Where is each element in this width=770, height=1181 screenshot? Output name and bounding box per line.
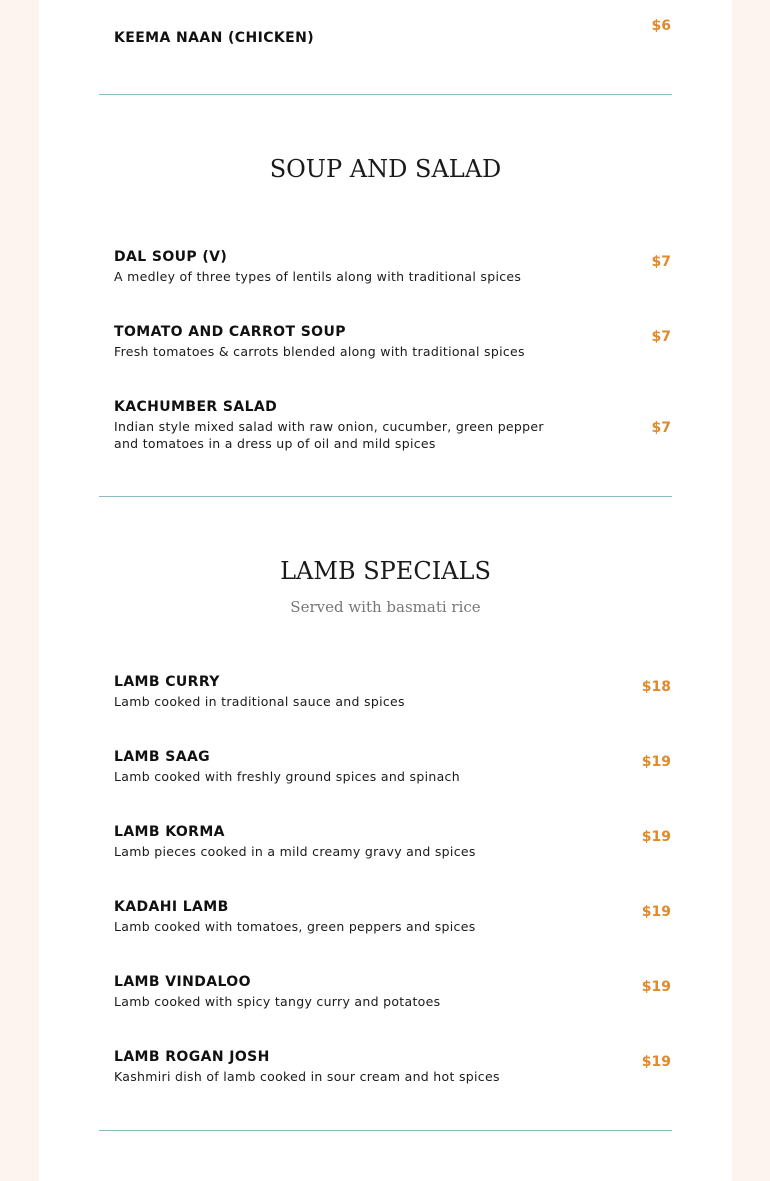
item-name: LAMB ROGAN JOSH — [114, 1049, 270, 1065]
item-price: $7 — [651, 329, 671, 345]
menu-item-keema-naan — [114, 18, 671, 58]
item-price: $6 — [651, 18, 671, 34]
item-name: KEEMA NAAN (CHICKEN) — [114, 30, 314, 46]
menu-item-kadahi-lamb — [114, 898, 671, 935]
item-name: TOMATO AND CARROT SOUP — [114, 324, 346, 340]
section-divider — [99, 1130, 672, 1131]
item-description: Lamb pieces cooked in a mild creamy gravy and spices — [114, 844, 476, 859]
item-price: $19 — [641, 754, 671, 770]
item-name: LAMB KORMA — [114, 824, 225, 840]
item-description: Indian style mixed salad with raw onion, cucumber, green pepper and tomatoes in a dress up of oil and mild spices — [114, 419, 544, 451]
menu-item-lamb-vindaloo — [114, 973, 671, 1010]
section-title-soup-salad: SOUP AND SALAD — [269, 155, 502, 183]
item-name: LAMB CURRY — [114, 674, 220, 690]
menu-item-dal-soup — [114, 248, 671, 285]
menu-item-lamb-saag — [114, 748, 671, 785]
menu-item-lamb-curry — [114, 673, 671, 710]
item-description: Fresh tomatoes & carrots blended along with traditional spices — [114, 344, 525, 359]
item-description: Lamb cooked with tomatoes, green peppers and spices — [114, 919, 476, 934]
item-name: LAMB VINDALOO — [114, 974, 251, 990]
section-divider — [99, 94, 672, 95]
item-price: $7 — [651, 420, 671, 436]
item-name: KADAHI LAMB — [114, 899, 229, 915]
item-description: A medley of three types of lentils along with traditional spices — [114, 269, 522, 284]
menu-item-lamb-korma — [114, 823, 671, 860]
item-price: $19 — [641, 904, 671, 920]
item-name: LAMB SAAG — [114, 749, 211, 765]
item-description: Lamb cooked in traditional sauce and spices — [114, 694, 405, 709]
menu-item-lamb-rogan-josh — [114, 1048, 671, 1085]
item-price: $19 — [641, 829, 671, 845]
item-description: Lamb cooked with freshly ground spices and spinach — [114, 769, 460, 784]
item-description: Lamb cooked with spicy tangy curry and potatoes — [114, 994, 441, 1009]
item-price: $18 — [641, 679, 671, 695]
item-name: DAL SOUP (V) — [114, 249, 228, 265]
section-divider — [99, 496, 672, 497]
section-title-lamb-specials: LAMB SPECIALS — [280, 557, 491, 585]
item-price: $19 — [641, 979, 671, 995]
menu-item-tomato-carrot-soup — [114, 323, 671, 360]
item-description: Kashmiri dish of lamb cooked in sour cream and hot spices — [114, 1069, 500, 1084]
menu-item-kachumber-salad — [114, 398, 671, 452]
item-price: $7 — [651, 254, 671, 270]
section-subtitle: Served with basmati rice — [290, 598, 481, 616]
menu-page — [39, 0, 732, 1181]
item-price: $19 — [641, 1054, 671, 1070]
item-name: KACHUMBER SALAD — [114, 399, 278, 415]
